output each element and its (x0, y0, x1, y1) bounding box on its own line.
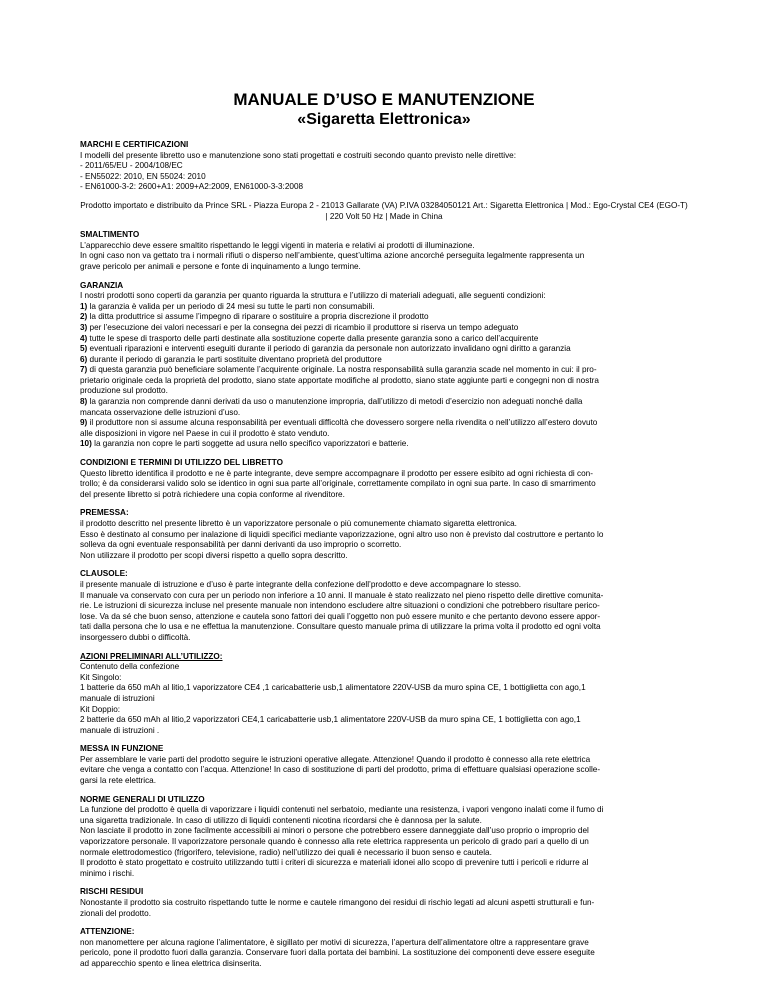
document-subtitle: «Sigaretta Elettronica» (297, 111, 471, 128)
warranty-item (80, 386, 688, 397)
text-line: 2 batterie da 650 mAh al litio,2 vaporizzatori CE4,1 caricabatterie usb,1 alimentatore 220V-USB da muro spina CE, 1 bottiglietta con ago,1 (80, 715, 581, 725)
text-line: grave pericolo per animali e persone e fonte di inquinamento a lungo termine. (80, 261, 361, 271)
text-line: il prodotto descritto nel presente libretto è un vaporizzatore personale o più comunemente chiamato sigaretta elettronica. (80, 519, 517, 528)
text-line: - EN55022: 2010, EN 55024: 2010 (80, 171, 206, 181)
warranty-item (80, 323, 688, 334)
item-text: durante il periodo di garanzia le parti sostituite diventano proprietà del produttore (87, 354, 382, 364)
section-condizioni (80, 458, 688, 500)
text-line: garsi la rete elettrica. (80, 776, 156, 786)
item-number: 5) (80, 344, 88, 354)
text-line: lose. Va da sé che buon senso, attenzione e cautela sono fattori dei quali l’oggetto non può essere munito e che pertanto devono essere appor- (80, 611, 601, 621)
text-line: Non lasciate il prodotto in zone facilmente accessibili ai minori o persone che potrebbero essere danneggiate dall’uso proprio o improprio del (80, 826, 589, 836)
section-heading: RISCHI RESIDUI (80, 887, 144, 897)
warranty-item (80, 429, 688, 440)
item-number: 10) (80, 439, 92, 449)
text-line: Il manuale va conservato con cura per un periodo non inferiore a 10 anni. Il manuale è stato realizzato nel pieno rispetto delle direttive comunita- (80, 590, 604, 600)
item-text: mancata osservazione delle istruzioni d’uso. (80, 407, 241, 417)
item-number: 2) (80, 312, 88, 322)
text-line: vaporizzatore personale. Il vaporizzatore personale quando è connesso alla rete elettrica rappresenta un pericolo di grado pari a quello di un (80, 837, 589, 847)
text-line: rie. Le istruzioni di sicurezza incluse nel presente manuale non intendono escludere altre situazioni o condizioni che potrebbero risultare perico- (80, 601, 600, 611)
section-heading: ATTENZIONE: (80, 927, 135, 937)
section-azioni (80, 652, 688, 737)
warranty-item (80, 376, 688, 387)
producer-line: Prodotto importato e distribuito da Prince SRL - Piazza Europa 2 - 21013 Gallarate (VA) P.IVA 03284050121 (80, 200, 471, 210)
item-number: 6) (80, 354, 88, 364)
section-premessa (80, 508, 688, 561)
text-line: - EN61000-3-2: 2600+A1: 2009+A2:2009, EN61000-3-3:2008 (80, 182, 304, 192)
section-heading: CONDIZIONI E TERMINI DI UTILIZZO DEL LIBRETTO (80, 458, 284, 468)
item-text: la ditta produttrice si assume l’impegno di riparare o sostituire a propria discrezione il prodotto (87, 312, 429, 322)
warranty-item (80, 334, 688, 345)
item-text: la garanzia non copre le parti soggette ad usura nello specifico vaporizzatori e batterie. (91, 439, 409, 449)
text-line: solleva da ogni eventuale responsabilità per danni derivanti da uso improprio o scorretto. (80, 540, 402, 550)
article-line: Art.: Sigaretta Elettronica | Mod.: Ego-Crystal CE4 (EGO-T) | 220 Volt 50 Hz | Made in China (325, 200, 688, 221)
section-garanzia (80, 281, 688, 451)
item-number: 4) (80, 333, 88, 343)
section-heading: PREMESSA: (80, 508, 129, 518)
item-text: la garanzia è valida per un periodo di 24 mesi su tutte le parti non consumabili. (87, 301, 375, 311)
item-text: il produttore non si assume alcuna responsabilità per eventuali difficoltà che dovessero sorgere nella rivendita o nell’utilizzo all’estero dovuto (87, 418, 598, 428)
text-line: In ogni caso non va gettato tra i normali rifiuti o disperso nell’ambiente, quest’ultima azione ancorché perseguita legalmente rappresenta un (80, 251, 585, 261)
text-line: L’apparecchio deve essere smaltito rispettando le leggi vigenti in materia e relativi ai prodotti di illuminazione. (80, 240, 475, 250)
warranty-item (80, 344, 688, 355)
text-line: manuale di istruzioni (80, 693, 155, 703)
producer-info (80, 201, 688, 222)
warranty-item (80, 408, 688, 419)
text-line: evitare che venga a contatto con l’acqua. Attenzione! In caso di sostituzione di parti del prodotto, prima di effettuare qualsiasi operazione scolle- (80, 765, 601, 775)
text-line: Esso è destinato al consumo per inalazione di liquidi specifici mediante vaporizzazione, ogni altro uso non è previsto dal costruttore e pertanto lo (80, 529, 604, 539)
section-smaltimento (80, 230, 688, 272)
warranty-item (80, 355, 688, 366)
item-text: produzione sul prodotto. (80, 386, 168, 396)
item-text: tutte le spese di trasporto delle parti destinate alla sostituzione coperte dalla presente garanzia sono a carico dell’acquirente (87, 333, 539, 343)
section-heading: SMALTIMENTO (80, 230, 140, 240)
warranty-item (80, 418, 688, 429)
item-text: la garanzia non comprende danni derivati da uso o manutenzione impropria, dall’utilizzo di metodi d’esercizio non adeguati nonché dalla (87, 397, 583, 407)
text-line: pericolo, pone il prodotto fuori dalla garanzia. Conservare fuori dalla portata dei bambini. La sostituzione dei componenti deve essere eseguite (80, 948, 595, 958)
section-norme (80, 795, 688, 880)
text-line: il presente manuale di istruzione e d’uso è parte integrante della confezione dell’prodotto e deve accompagnare lo stesso. (80, 579, 522, 589)
text-line: - 2011/65/EU - 2004/108/EC (80, 161, 183, 171)
text-line: Kit Doppio: (80, 704, 121, 714)
text-line: manuale di istruzioni . (80, 725, 160, 735)
warranty-item (80, 439, 688, 450)
section-messa (80, 744, 688, 786)
text-line: minimo i rischi. (80, 868, 135, 878)
section-heading: AZIONI PRELIMINARI ALL’UTILIZZO: (80, 651, 223, 661)
section-heading: MESSA IN FUNZIONE (80, 744, 164, 754)
item-number: 8) (80, 397, 88, 407)
text-line: Questo libretto identifica il prodotto e ne è parte integrante, deve sempre accompagnare il prodotto per essere esibito ad ogni richiesta di con- (80, 468, 593, 478)
item-text: alle disposizioni in vigore nel Paese in cui il prodotto è stato venduto. (80, 428, 330, 438)
section-rischi (80, 887, 688, 919)
section-heading: CLAUSOLE: (80, 569, 128, 579)
text-line: Il prodotto è stato progettato e costruito utilizzando tutti i criteri di sicurezza e materiali idonei allo scopo di prevenire tutti i pericoli e ridurre al (80, 858, 589, 868)
warranty-item (80, 397, 688, 408)
section-clausole (80, 569, 688, 643)
text-line: ad apparecchio spento e linea elettrica disinserita. (80, 958, 262, 968)
item-number: 3) (80, 322, 88, 332)
text-line: Per assemblare le varie parti del prodotto seguire le istruzioni operative allegate. Attenzione! Quando il prodotto è connesso alla rete elettrica (80, 754, 591, 764)
text-line: tati dalla persona che lo usa e ne effettua la manutenzione. Consultare questo manuale prima di utilizzare la prima volta il prodotto ed ogni volta (80, 622, 601, 632)
item-number: 1) (80, 301, 88, 311)
section-marchi (80, 140, 688, 193)
item-text: di questa garanzia può beneficiare solamente l’acquirente originale. La nostra responsabilità sulla garanzia scade nel momento in cui: il pro- (87, 365, 597, 375)
section-attenzione (80, 927, 688, 969)
section-heading: GARANZIA (80, 280, 124, 290)
document-title: MANUALE D’USO E MANUTENZIONE (233, 90, 535, 109)
text-line: Non utilizzare il prodotto per scopi diversi rispetto a quello sopra descritto. (80, 550, 348, 560)
item-text: eventuali riparazioni e interventi eseguiti durante il periodo di garanzia da personale non autorizzato invalidano ogni diritto a garanzia (87, 344, 571, 354)
item-number: 7) (80, 365, 88, 375)
text-line: I nostri prodotti sono coperti da garanzia per quanto riguarda la struttura e l’utilizzo di materiali adeguati, alle seguenti condizioni: (80, 291, 546, 301)
text-line: del presente libretto si potrà richiedere una copia conforme al rivenditore. (80, 489, 345, 499)
warranty-item (80, 312, 688, 323)
text-line: zionali del prodotto. (80, 908, 152, 918)
text-line: I modelli del presente libretto uso e manutenzione sono stati progettati e costruiti secondo quanto previsto nelle direttive: (80, 150, 517, 160)
text-line: insorgessero dubbi o difficoltà. (80, 632, 191, 642)
text-line: Nonostante il prodotto sia costruito rispettando tutte le norme e cautele rimangono dei residui di rischio legati ad alcuni aspetti strutturali e fun- (80, 898, 595, 907)
text-line: Contenuto della confezione (80, 662, 180, 672)
text-line: non manomettere per alcuna ragione l’alimentatore, è sigillato per motivi di sicurezza, l’apertura dell’alimentatore oltre a rappresentare grave (80, 937, 589, 947)
section-heading: NORME GENERALI DI UTILIZZO (80, 794, 205, 804)
item-text: per l’esecuzione dei valori necessari e per la consegna dei pezzi di ricambio il produttore si riserva un tempo adeguato (87, 322, 519, 332)
text-line: trollo; è da considerarsi valido solo se identico in ogni sua parte all’originale, correttamente compilato in ogni sua parte. In caso di smarrimento (80, 479, 596, 489)
section-heading: MARCHI E CERTIFICAZIONI (80, 140, 189, 149)
text-line: una sigaretta tradizionale. In caso di utilizzo di liquidi contenenti nicotina ricordarsi che è dannosa per la salute. (80, 815, 482, 825)
text-line: normale elettrodomestico (frigorifero, televisione, radio) nell’utilizzo dei quali è necessario il buon senso e cautela. (80, 847, 492, 857)
text-line: 1 batterie da 650 mAh al litio,1 vaporizzatore CE4 ,1 caricabatterie usb,1 alimentatore 220V-USB da muro spina CE, 1 bottiglietta con ago,1 (80, 683, 586, 693)
warranty-item (80, 302, 688, 313)
item-text: prietario originale ceda la proprietà del prodotto, siano state apportate modifiche al prodotto, siano state aggiunte parti e congegni non di nostra (80, 375, 599, 385)
item-number: 9) (80, 418, 88, 428)
text-line: La funzione del prodotto è quella di vaporizzare i liquidi contenuti nel serbatoio, mediante una resistenza, i vapori vengono inalati come il fumo di (80, 805, 604, 815)
text-line: Kit Singolo: (80, 672, 122, 682)
warranty-item (80, 365, 688, 376)
